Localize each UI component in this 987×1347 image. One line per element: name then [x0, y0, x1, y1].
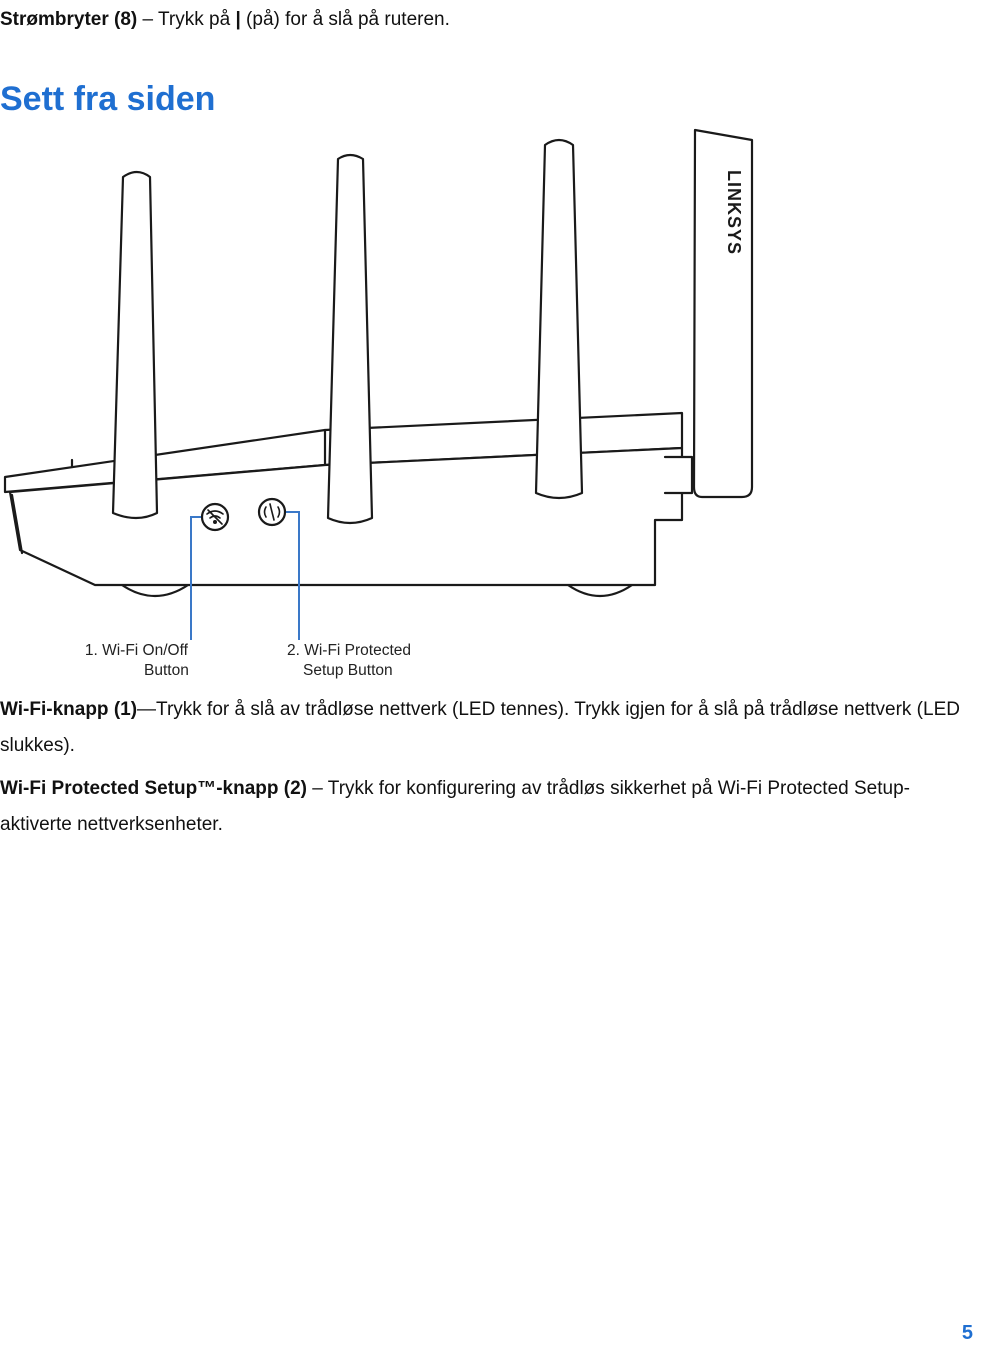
- router-foot-left: [122, 585, 188, 596]
- callout-label-1-line1: 1. Wi-Fi On/Off: [84, 642, 188, 659]
- wps-button-text: – Trykk for konfigurering av trådløs sikkerhet på Wi-Fi Protected Setup-aktiverte nettverksenheter.: [0, 778, 910, 835]
- router-side-view-figure: [0, 125, 987, 690]
- router-illustration: [0, 125, 987, 690]
- wifi-button-description: [0, 692, 975, 764]
- brand-logo: LINKSYS: [724, 170, 744, 256]
- page-number: 5: [961, 1322, 973, 1344]
- power-symbol: |: [235, 9, 241, 30]
- callout-label-1-line2: Button: [144, 662, 189, 679]
- wifi-button-term: Wi-Fi-knapp (1): [0, 699, 138, 720]
- callout-label-2: [287, 641, 411, 681]
- wps-button-description: [0, 771, 975, 843]
- power-switch-sep: – Trykk på: [137, 9, 236, 30]
- power-switch-term: Strømbryter (8): [0, 9, 138, 30]
- antenna-1: [113, 172, 157, 518]
- callout-label-2-line2: Setup Button: [303, 662, 393, 679]
- power-switch-rest: (på) for å slå på ruteren.: [240, 9, 450, 30]
- antenna-3: [536, 140, 582, 498]
- wps-button-term: Wi-Fi Protected Setup™-knapp (2): [0, 778, 308, 799]
- callout-label-1: [84, 641, 189, 681]
- router-foot-right: [568, 585, 632, 596]
- wifi-button-text: —Trykk for å slå av trådløse nettverk (LED tennes). Trykk igjen for å slå på trådløse nettverk (LED slukkes).: [0, 699, 960, 756]
- router-side-connector: [665, 457, 692, 493]
- power-switch-description: [0, 8, 960, 32]
- antenna-2: [328, 155, 372, 523]
- section-title: Sett fra siden: [0, 80, 216, 118]
- callout-label-2-line1: 2. Wi-Fi Protected: [287, 642, 412, 659]
